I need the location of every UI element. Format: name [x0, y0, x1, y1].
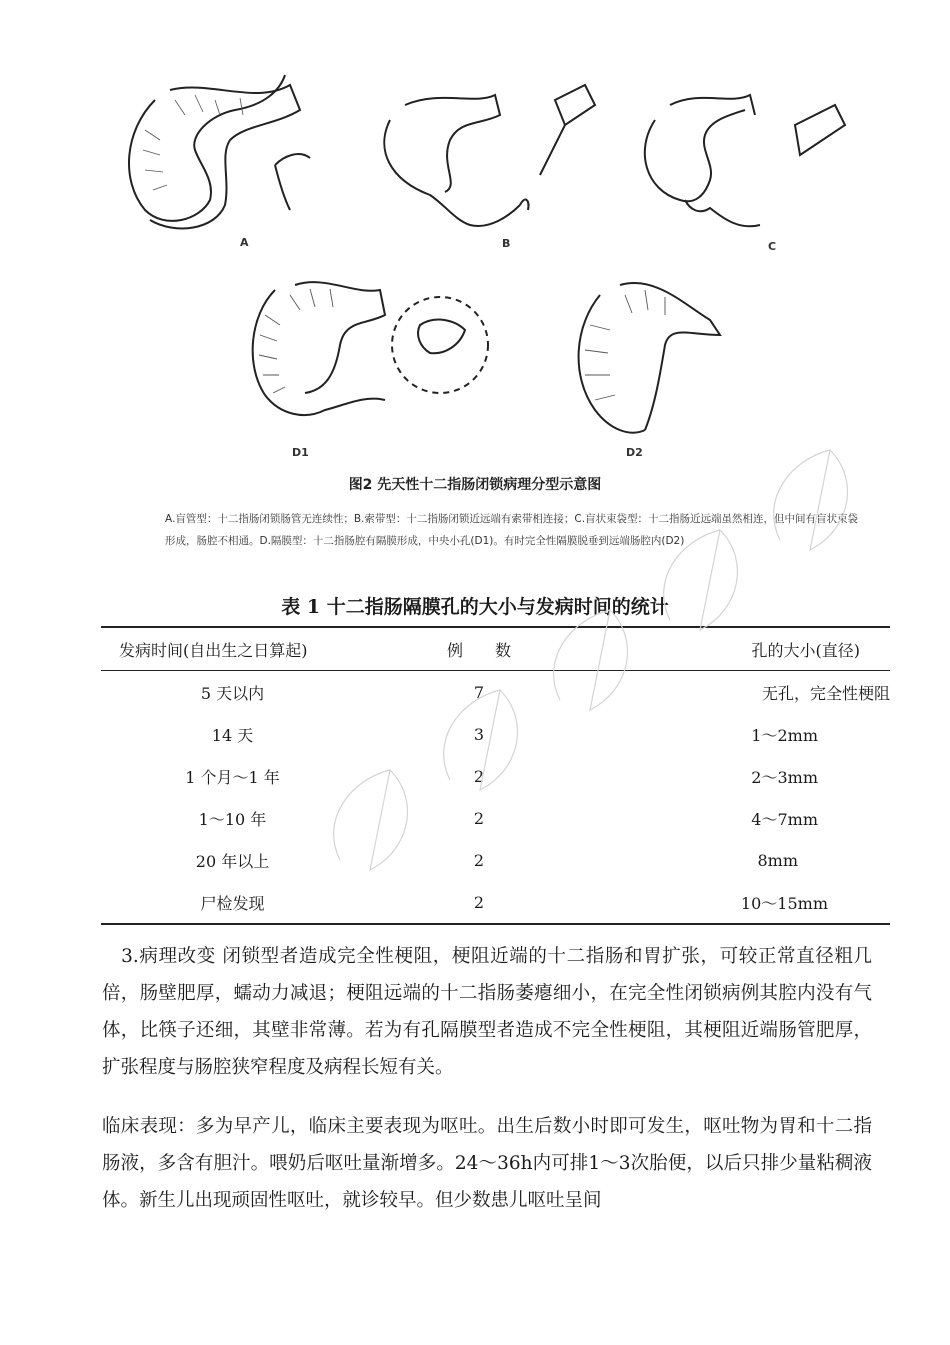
statistics-table [101, 626, 890, 925]
cell-hole-size: 2～3mm [751, 767, 818, 787]
cell-hole-size: 4～7mm [751, 809, 818, 829]
cell-case-count: 7 [473, 682, 485, 702]
panel-label-b: B [502, 237, 511, 250]
cell-case-count: 2 [473, 850, 485, 870]
panel-label-d2: D2 [626, 446, 643, 459]
column-header-hole-size: 孔的大小(直径) [751, 640, 860, 660]
cell-onset-time: 14 天 [211, 725, 254, 745]
figure-caption: 图2 先天性十二指肠闭锁病理分型示意图 [348, 477, 602, 493]
table-row [101, 797, 890, 839]
body-paragraph-clinical: 临床表现：多为早产儿，临床主要表现为呕吐。出生后数小时即可发生，呕吐物为胃和十二指肠液，多含有胆汁。喂奶后呕吐量渐增多。24～36h内可排1～3次胎便，以后只排少量粘稠液体。新生儿出现顽固性呕吐，就诊较早。但少数患儿呕吐呈间 [102, 1116, 872, 1211]
column-header-case-count: 例 数 [446, 640, 511, 660]
cell-hole-size: 10～15mm [740, 893, 828, 913]
figure-note: A.盲管型：十二指肠闭锁肠管无连续性；B.索带型：十二指肠闭锁近远端有索带相连接；C.盲状束袋型：十二指肠近远端虽然相连，但中间有盲状束袋形成，肠腔不相通。D.隔膜型：十二指肠腔有隔膜形成，中央小孔(D1)。有时完全性隔膜脱垂到远端肠腔内(D2) [165, 513, 859, 547]
body-paragraph-pathology: 3.病理改变 闭锁型者造成完全性梗阻，梗阻近端的十二指肠和胃扩张，可较正常直径粗几倍，肠壁肥厚，蠕动力减退；梗阻远端的十二指肠萎瘪细小，在完全性闭锁病例其腔内没有气体，比筷子还细，其壁非常薄。若为有孔隔膜型者造成不完全性梗阻，其梗阻近端肠管肥厚，扩张程度与肠腔狭窄程度及病程长短有关。 [102, 946, 872, 1078]
cell-hole-size: 无孔，完全性梗阻 [761, 683, 890, 703]
figure-panel-a-drawing [115, 70, 330, 240]
cell-onset-time: 20 年以上 [195, 851, 270, 871]
cell-onset-time: 1～10 年 [198, 809, 267, 829]
cell-onset-time: 尸检发现 [200, 893, 265, 913]
figure-panel-d1-drawing [245, 275, 520, 435]
cell-case-count: 3 [473, 724, 485, 744]
figure-panel-b-drawing [370, 80, 600, 240]
panel-label-d1: D1 [292, 446, 309, 459]
table-row [101, 755, 890, 797]
figure-panel-c-drawing [630, 80, 860, 240]
panel-label-a: A [240, 236, 249, 249]
cell-hole-size: 8mm [757, 850, 798, 870]
table-row [101, 671, 890, 714]
column-header-onset-time: 发病时间(自出生之日算起) [119, 640, 308, 660]
cell-case-count: 2 [473, 808, 485, 828]
cell-case-count: 2 [473, 766, 485, 786]
table-header-row [101, 627, 890, 671]
figure-panel-d2-drawing [570, 275, 745, 445]
table-row [101, 881, 890, 924]
panel-label-c: C [768, 240, 777, 253]
table-row [101, 839, 890, 881]
cell-case-count: 2 [473, 892, 485, 912]
cell-hole-size: 1～2mm [751, 725, 818, 745]
table-row [101, 713, 890, 755]
cell-onset-time: 1 个月～1 年 [185, 767, 280, 787]
table-title: 表 1 十二指肠隔膜孔的大小与发病时间的统计 [281, 596, 669, 618]
cell-onset-time: 5 天以内 [200, 683, 265, 703]
